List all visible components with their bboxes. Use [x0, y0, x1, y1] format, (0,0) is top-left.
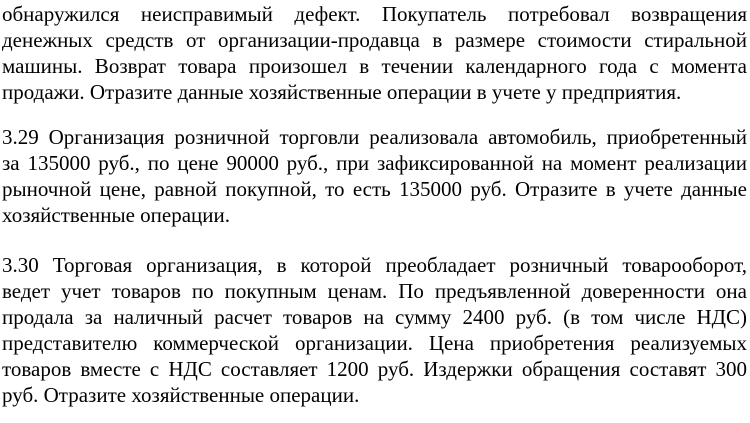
paragraph-1-line-4: продажи. Отразите данные хозяйственные операции в учете у предприятия. [2, 80, 682, 104]
paragraph-2-line-3: рыночной цене, равной покупной, то есть 135000 руб. Отразите в учете данные [2, 177, 747, 201]
paragraph-2-line-4: хозяйственные операции. [2, 203, 231, 227]
paragraph-3-line-1: 3.30 Торговая организация, в которой преобладает розничный товарооборот, [2, 253, 747, 277]
paragraph-3-line-2: ведет учет товаров по покупным ценам. По предъявленной доверенности она [2, 279, 747, 303]
paragraph-1-line-1: обнаружился неисправимый дефект. Покупатель потребовал возвращения [2, 2, 747, 26]
paragraph-1-line-3: машины. Возврат товара произошел в течении календарного года с момента [2, 54, 747, 78]
paragraph-3-line-4: представителю коммерческой организации. Цена приобретения реализуемых [2, 331, 747, 355]
paragraph-1-line-2: денежных средств от организации-продавца в размере стоимости стиральной [2, 28, 747, 52]
paragraph-3-line-6: руб. Отразите хозяйственные операции. [2, 383, 360, 407]
paragraph-3-line-3: продала за наличный расчет товаров на сумму 2400 руб. (в том числе НДС) [2, 305, 747, 329]
paragraph-2-line-1: 3.29 Организация розничной торговли реализовала автомобиль, приобретенный [2, 125, 747, 149]
paragraph-3-line-5: товаров вместе с НДС составляет 1200 руб. Издержки обращения составят 300 [2, 357, 747, 381]
paragraph-2-line-2: за 135000 руб., по цене 90000 руб., при зафиксированной на момент реализации [2, 151, 747, 175]
